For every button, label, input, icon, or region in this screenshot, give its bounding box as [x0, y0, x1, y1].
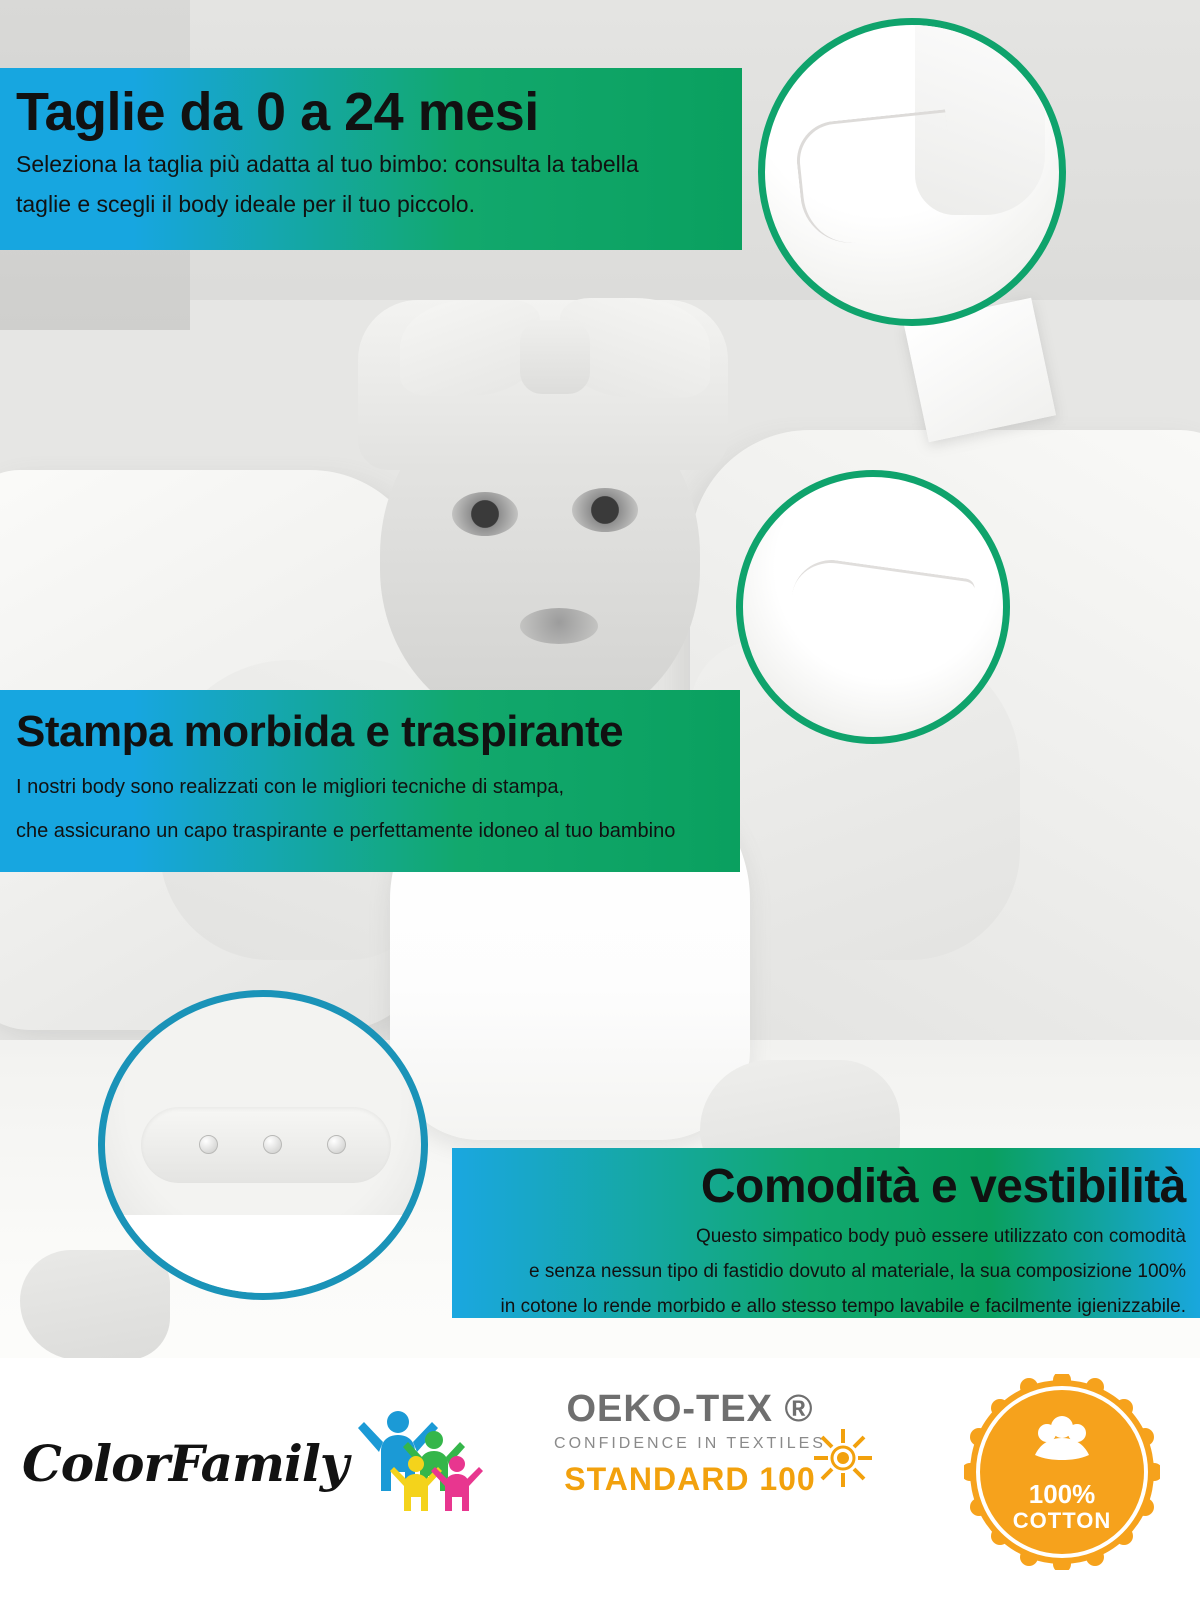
banner-print: [0, 690, 740, 872]
banner-sizes-text-line2: taglie e scegli il body ideale per il tuo piccolo.: [16, 191, 475, 217]
cotton-badge: [964, 1374, 1160, 1570]
shoulder-seam-shape: [793, 109, 958, 247]
banner-comfort-text-line1: Questo simpatico body può essere utilizzato con comodità: [695, 1226, 1186, 1247]
snap-button-2: [263, 1135, 282, 1154]
banner-sizes-title: Taglie da 0 a 24 mesi: [16, 82, 539, 142]
snap-button-1: [199, 1135, 218, 1154]
oeko-tex-standard: STANDARD 100: [564, 1461, 816, 1497]
snap-button-3: [327, 1135, 346, 1154]
banner-print-text-line1: I nostri body sono realizzati con le migliori tecniche di stampa,: [16, 776, 565, 798]
photo-baby-eye-right: [572, 488, 638, 532]
cotton-badge-content: [964, 1374, 1160, 1570]
cotton-plant-icon: [1027, 1411, 1097, 1472]
photo-headband-bow-left: [400, 300, 540, 396]
footer-bar: [0, 1358, 1200, 1618]
banner-sizes-text-line1: Seleziona la taglia più adatta al tuo bimbo: consulta la tabella: [16, 151, 639, 177]
callout-sleeve-detail: [736, 470, 1010, 744]
callout-shoulder-detail: [758, 18, 1066, 326]
oeko-tex-flower-icon: [806, 1421, 880, 1500]
photo-headband-knot: [520, 320, 590, 394]
callout-snaps-detail: [98, 990, 428, 1300]
photo-baby-mouth: [520, 608, 598, 644]
cotton-badge-percent: 100%: [1028, 1478, 1096, 1509]
banner-comfort: [452, 1148, 1200, 1318]
banner-comfort-text-line3: in cotone lo rende morbido e allo stesso tempo lavabile e facilmente igienizzabile.: [500, 1296, 1186, 1317]
oeko-tex-subtitle: CONFIDENCE IN TEXTILES: [554, 1435, 826, 1452]
banner-print-title: Stampa morbida e traspirante: [16, 707, 624, 756]
oeko-tex-title: OEKO-TEX ®: [566, 1388, 814, 1430]
brand-logo: [22, 1406, 496, 1521]
banner-comfort-title: Comodità e vestibilità: [700, 1160, 1186, 1213]
brand-name-text: ColorFamily: [22, 1434, 348, 1493]
banner-print-text-line2: che assicurano un capo traspirante e perfettamente idoneo al tuo bambino: [16, 820, 676, 842]
snap-detail-background: [105, 1215, 421, 1293]
family-icon: [356, 1406, 496, 1521]
banner-sizes: [0, 68, 742, 250]
cotton-badge-label: COTTON: [1012, 1507, 1112, 1533]
photo-baby-eye-left: [452, 492, 518, 536]
oeko-tex-certification: [520, 1388, 860, 1498]
banner-comfort-text-line2: e senza nessun tipo di fastidio dovuto al materiale, la sua composizione 100%: [529, 1261, 1186, 1282]
sleeve-hem-shape: [786, 555, 976, 662]
